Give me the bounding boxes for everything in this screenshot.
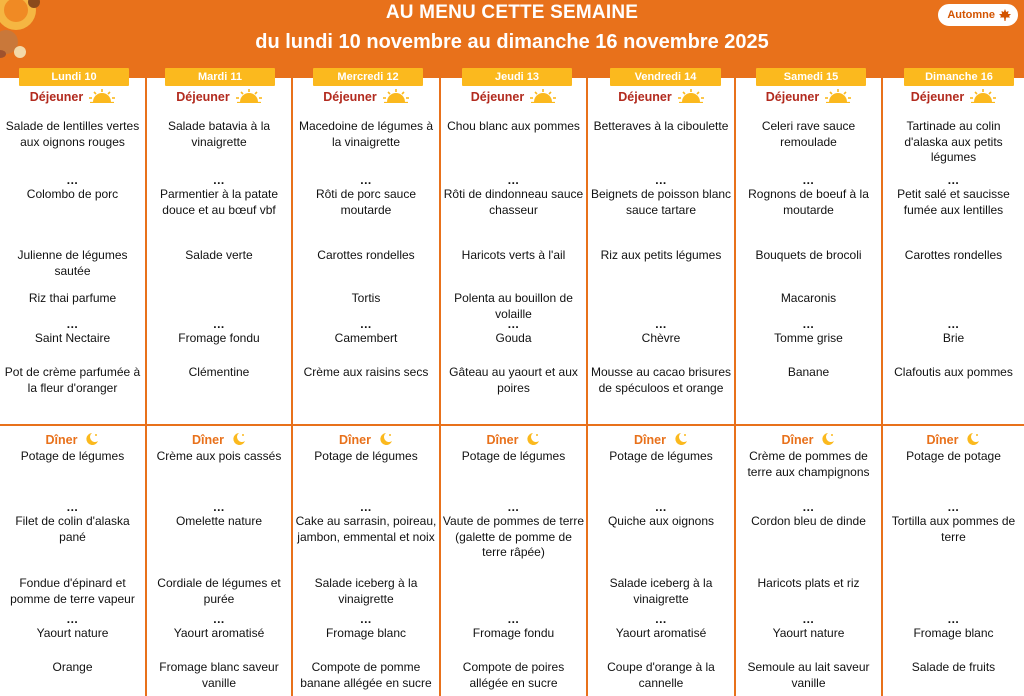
header-banner — [0, 0, 1024, 64]
page-title: AU MENU CETTE SEMAINE — [385, 2, 639, 23]
dinner-dish: Omelette nature — [175, 514, 263, 528]
dinner-dish: Cordiale de légumes et purée — [157, 576, 281, 606]
lunch-dish: Tortis — [351, 291, 381, 305]
dinner-panel — [0, 426, 145, 696]
lunch-dish: Petit salé et saucisse fumée aux lentilles — [897, 187, 1010, 217]
lunch-dish: Crème aux raisins secs — [303, 365, 429, 379]
course-separator: ... — [947, 317, 960, 331]
dinner-dish: Yaourt aromatisé — [615, 626, 707, 640]
lunch-dish: Rôti de dindonneau sauce chasseur — [443, 187, 584, 217]
lunch-dish: Chou blanc aux pommes — [447, 119, 580, 133]
season-label: Automne — [947, 9, 995, 21]
dinner-dish: Yaourt nature — [36, 626, 109, 640]
dinner-label: Dîner — [926, 432, 959, 447]
dinner-panel — [441, 426, 586, 696]
dinner-label: Dîner — [339, 432, 371, 447]
lunch-dish: Macaronis — [780, 291, 837, 305]
lunch-label: Déjeuner — [765, 89, 820, 104]
lunch-dish: Betteraves à la ciboulette — [593, 119, 729, 133]
lunch-label: Déjeuner — [29, 89, 84, 104]
dinner-dish: Fondue d'épinard et pomme de terre vapeur — [10, 576, 135, 606]
dinner-heading — [883, 432, 1024, 449]
moon-icon — [964, 432, 980, 449]
maple-leaf-icon — [998, 8, 1012, 22]
course-separator: ... — [655, 317, 667, 331]
dinner-dish: Quiche aux oignons — [607, 514, 715, 528]
course-separator: ... — [947, 612, 960, 626]
lunch-dish: Gouda — [495, 331, 532, 345]
course-separator: ... — [360, 317, 372, 331]
lunch-label: Déjeuner — [176, 89, 230, 104]
page-subtitle: du lundi 10 novembre au dimanche 16 novembre 2025 — [255, 31, 769, 53]
dinner-dish: Filet de colin d'alaska pané — [15, 514, 130, 544]
lunch-dish: Saint Nectaire — [34, 331, 111, 345]
dinner-dish: Cake au sarrasin, poireau, jambon, emmental et noix — [295, 514, 437, 544]
lunch-label: Déjeuner — [910, 89, 965, 104]
day-tab[interactable]: Jeudi 13 — [462, 68, 572, 86]
lunch-heading — [441, 89, 586, 106]
dinner-dish: Haricots plats et riz — [757, 576, 860, 590]
day-column — [588, 64, 734, 696]
dinner-dish: Yaourt nature — [772, 626, 845, 640]
lunch-dish: Riz aux petits légumes — [600, 248, 722, 262]
lunch-label: Déjeuner — [470, 89, 525, 104]
moon-icon — [230, 432, 246, 449]
lunch-dish: Parmentier à la patate douce et au bœuf vbf — [159, 187, 279, 217]
course-separator: ... — [66, 317, 79, 331]
course-separator: ... — [66, 500, 79, 514]
lunch-dish: Rognons de boeuf à la moutarde — [748, 187, 869, 217]
course-separator: ... — [66, 612, 79, 626]
dinner-dish: Yaourt aromatisé — [173, 626, 265, 640]
dinner-heading — [147, 432, 291, 449]
lunch-dish: Carottes rondelles — [904, 248, 1003, 262]
season-badge[interactable] — [938, 4, 1018, 26]
lunch-dish: Mousse au cacao brisures de spéculoos et orange — [590, 365, 732, 395]
day-tab[interactable]: Vendredi 14 — [610, 68, 721, 86]
dinner-dish: Fromage blanc saveur vanille — [159, 660, 279, 690]
dinner-dish: Salade iceberg à la vinaigrette — [314, 576, 418, 606]
lunch-dish: Julienne de légumes sautée — [17, 248, 128, 278]
dinner-dish: Fromage blanc — [325, 626, 407, 640]
day-column — [147, 64, 291, 696]
dinner-label: Dîner — [634, 432, 666, 447]
day-column — [0, 64, 145, 696]
day-tab[interactable]: Lundi 10 — [19, 68, 129, 86]
day-tab[interactable]: Mardi 11 — [165, 68, 275, 86]
lunch-dish: Colombo de porc — [26, 187, 119, 201]
course-separator: ... — [213, 317, 225, 331]
course-separator: ... — [507, 500, 520, 514]
dinner-panel — [293, 426, 439, 696]
lunch-label: Déjeuner — [618, 89, 672, 104]
dinner-dish: Compote de poires allégée en sucre — [462, 660, 565, 690]
lunch-dish: Clémentine — [188, 365, 250, 379]
course-separator: ... — [802, 612, 815, 626]
course-separator: ... — [947, 173, 960, 187]
dinner-panel — [588, 426, 734, 696]
dinner-dish: Orange — [52, 660, 93, 674]
dinner-heading — [293, 432, 439, 449]
dinner-dish: Fromage fondu — [472, 626, 555, 640]
lunch-dish: Tartinade au colin d'alaska aux petits légumes — [904, 119, 1003, 164]
dinner-dish: Potage de légumes — [461, 449, 566, 463]
day-tab[interactable]: Dimanche 16 — [904, 68, 1014, 86]
moon-icon — [377, 432, 393, 449]
dinner-dish: Crème aux pois cassés — [156, 449, 282, 463]
course-separator: ... — [360, 173, 372, 187]
course-separator: ... — [213, 173, 225, 187]
dinner-dish: Tortilla aux pommes de terre — [891, 514, 1016, 544]
lunch-dish: Haricots verts à l'ail — [461, 248, 566, 262]
dinner-dish: Potage de légumes — [314, 449, 418, 463]
dinner-label: Dîner — [45, 432, 78, 447]
lunch-dish: Bouquets de brocoli — [755, 248, 862, 262]
lunch-heading — [0, 89, 145, 106]
course-separator: ... — [507, 317, 520, 331]
course-separator: ... — [213, 500, 225, 514]
lunch-dish: Brie — [942, 331, 965, 345]
dinner-dish: Semoule au lait saveur vanille — [747, 660, 870, 690]
lunch-dish: Celeri rave sauce remoulade — [761, 119, 856, 149]
dinner-heading — [736, 432, 881, 449]
day-tab[interactable]: Samedi 15 — [756, 68, 866, 86]
dinner-dish: Vaute de pommes de terre (galette de pomme de terre râpée) — [442, 514, 585, 559]
day-column — [736, 64, 881, 696]
moon-icon — [819, 432, 835, 449]
day-column — [883, 64, 1024, 696]
course-separator: ... — [655, 612, 667, 626]
course-separator: ... — [213, 612, 225, 626]
dinner-heading — [588, 432, 734, 449]
dinner-heading — [0, 432, 145, 449]
lunch-heading — [293, 89, 439, 106]
dinner-dish: Potage de légumes — [20, 449, 125, 463]
day-tab[interactable]: Mercredi 12 — [313, 68, 423, 86]
dinner-panel — [883, 426, 1024, 696]
dinner-dish: Crème de pommes de terre aux champignons — [747, 449, 870, 479]
lunch-heading — [883, 89, 1024, 106]
dinner-dish: Salade iceberg à la vinaigrette — [609, 576, 713, 606]
lunch-dish: Clafoutis aux pommes — [894, 365, 1013, 379]
sun-icon — [89, 89, 115, 106]
lunch-dish: Gâteau au yaourt et aux poires — [449, 365, 578, 395]
dinner-dish: Fromage blanc — [913, 626, 994, 640]
lunch-dish: Macedoine de légumes à la vinaigrette — [298, 119, 434, 149]
course-separator: ... — [655, 173, 667, 187]
moon-icon — [83, 432, 99, 449]
lunch-heading — [588, 89, 734, 106]
lunch-heading — [736, 89, 881, 106]
dinner-dish: Salade de fruits — [911, 660, 996, 674]
course-separator: ... — [360, 500, 372, 514]
lunch-dish: Tomme grise — [774, 331, 843, 345]
dinner-dish: Potage de légumes — [609, 449, 713, 463]
lunch-dish: Fromage fondu — [178, 331, 260, 345]
sun-icon — [678, 89, 704, 106]
moon-icon — [672, 432, 688, 449]
sun-icon — [970, 89, 996, 106]
dinner-label: Dîner — [192, 432, 224, 447]
sun-icon — [236, 89, 262, 106]
lunch-dish: Polenta au bouillon de volaille — [454, 291, 573, 321]
dinner-dish: Compote de pomme banane allégée en sucre — [300, 660, 432, 690]
lunch-heading — [147, 89, 291, 106]
lunch-label: Déjeuner — [323, 89, 377, 104]
dinner-heading — [441, 432, 586, 449]
sun-icon — [383, 89, 409, 106]
lunch-dish: Banane — [787, 365, 830, 379]
course-separator: ... — [655, 500, 667, 514]
lunch-dish: Salade de lentilles vertes aux oignons rouges — [5, 119, 140, 149]
dinner-dish: Coupe d'orange à la cannelle — [607, 660, 715, 690]
course-separator: ... — [507, 173, 520, 187]
course-separator: ... — [947, 500, 960, 514]
course-separator: ... — [66, 173, 79, 187]
course-separator: ... — [802, 500, 815, 514]
sun-icon — [825, 89, 851, 106]
lunch-dish: Camembert — [334, 331, 398, 345]
lunch-dish: Chèvre — [641, 331, 681, 345]
course-separator: ... — [802, 173, 815, 187]
day-column — [293, 64, 439, 696]
lunch-dish: Riz thai parfume — [28, 291, 117, 305]
dinner-label: Dîner — [781, 432, 814, 447]
day-column — [441, 64, 586, 696]
course-separator: ... — [802, 317, 815, 331]
course-separator: ... — [507, 612, 520, 626]
dinner-panel — [147, 426, 291, 696]
dinner-label: Dîner — [486, 432, 519, 447]
sun-icon — [530, 89, 556, 106]
lunch-dish: Salade verte — [185, 248, 253, 262]
lunch-dish: Carottes rondelles — [317, 248, 415, 262]
dinner-dish: Cordon bleu de dinde — [751, 514, 866, 528]
lunch-dish: Rôti de porc sauce moutarde — [315, 187, 417, 217]
lunch-dish: Pot de crème parfumée à la fleur d'oranger — [4, 365, 141, 395]
course-separator: ... — [360, 612, 372, 626]
moon-icon — [524, 432, 540, 449]
dinner-dish: Potage de potage — [906, 449, 1001, 463]
lunch-dish: Beignets de poisson blanc sauce tartare — [590, 187, 732, 217]
lunch-dish: Salade batavia à la vinaigrette — [167, 119, 271, 149]
